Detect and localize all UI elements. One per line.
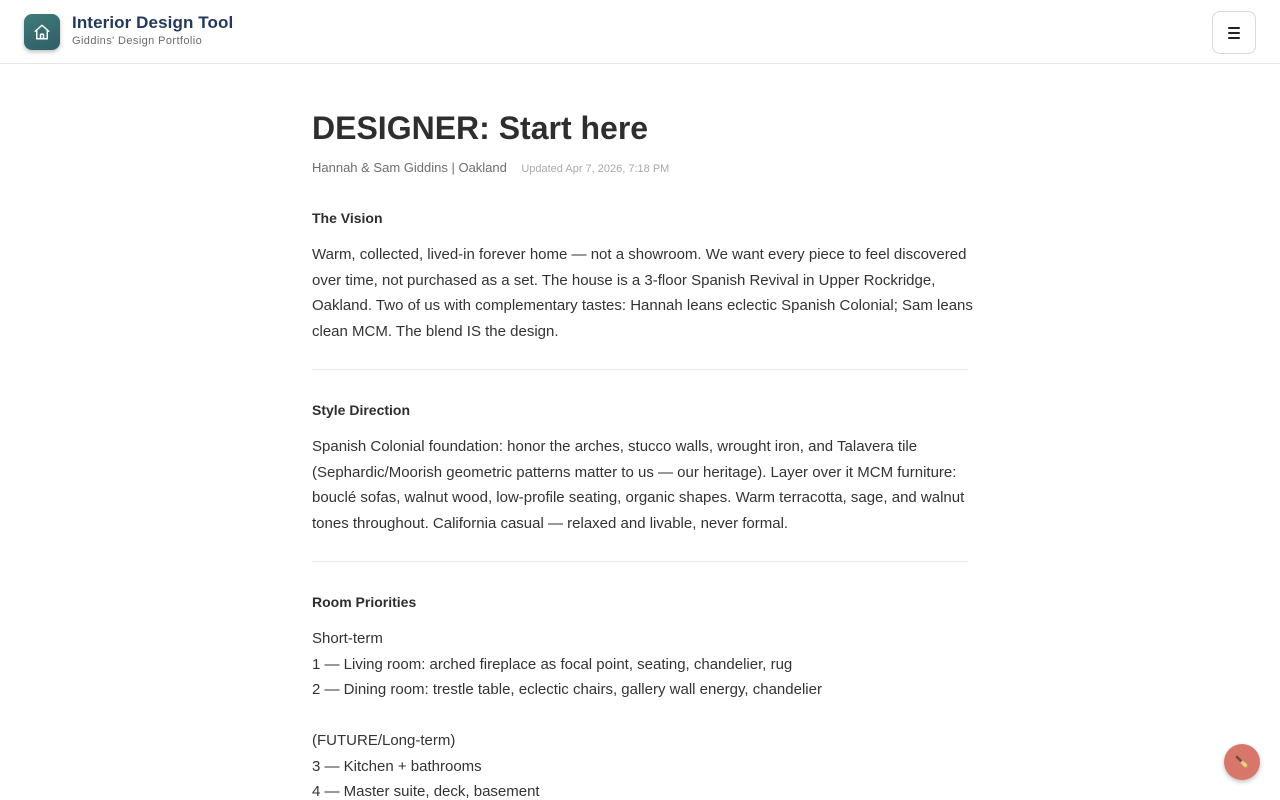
priority-group-label: Short-term	[312, 630, 383, 647]
section-heading: Style Direction	[312, 402, 411, 418]
section-room-priorities	[312, 593, 968, 800]
body-line: (Sephardic/Moorish geometric patterns matter to us — our heritage). Layer over it MCM furniture:	[312, 463, 957, 481]
section-body	[312, 626, 968, 800]
section-divider	[312, 369, 968, 370]
body-line: Warm, collected, lived-in forever home — not a showroom. We want every piece to feel discovered	[312, 246, 967, 263]
section-divider	[312, 561, 968, 562]
page-meta	[312, 159, 968, 177]
author-label: Hannah & Sam Giddins | Oakland	[312, 160, 507, 175]
body-line: tones throughout. California casual — relaxed and livable, never formal.	[312, 514, 789, 532]
document-content	[312, 108, 973, 800]
blank-line	[312, 703, 968, 729]
body-line: over time, not purchased as a set. The house is a 3-floor Spanish Revival in Upper Rockridge,	[312, 271, 936, 289]
section-body	[312, 434, 968, 536]
priority-group-label: (FUTURE/Long-term)	[312, 732, 456, 749]
priority-item: 3 — Kitchen + bathrooms	[312, 757, 482, 775]
updated-timestamp: Updated Apr 7, 2026, 7:18 PM	[521, 163, 670, 175]
section-heading: The Vision	[312, 210, 383, 226]
body-line: Spanish Colonial foundation: honor the arches, stucco walls, wrought iron, and Talavera tile	[312, 438, 918, 455]
section-body	[312, 242, 973, 344]
design-assistant-button[interactable]	[1224, 744, 1260, 780]
body-line: Oakland. Two of us with complementary tastes: Hannah leans eclectic Spanish Colonial; Sam leans	[312, 297, 973, 314]
section-heading: Room Priorities	[312, 594, 417, 610]
paintbrush-icon	[1232, 752, 1252, 772]
body-line: bouclé sofas, walnut wood, low-profile seating, organic shapes. Warm terracotta, sage, and walnut	[312, 489, 965, 506]
hamburger-menu-icon	[1228, 27, 1240, 39]
section-vision	[312, 209, 973, 370]
section-style-direction	[312, 401, 968, 562]
app-subtitle: Giddins' Design Portfolio	[72, 35, 203, 47]
priority-item: 4 — Master suite, deck, basement	[312, 783, 540, 800]
menu-button[interactable]	[1212, 11, 1256, 54]
app-logo[interactable]	[24, 14, 60, 50]
home-icon	[33, 23, 51, 41]
top-bar	[0, 0, 1280, 64]
priority-item: 2 — Dining room: trestle table, eclectic chairs, gallery wall energy, chandelier	[312, 681, 822, 698]
app-title: Interior Design Tool	[72, 13, 234, 32]
body-line: clean MCM. The blend IS the design.	[312, 322, 559, 340]
page-title: DESIGNER: Start here	[312, 110, 649, 146]
priority-item: 1 — Living room: arched fireplace as focal point, seating, chandelier, rug	[312, 655, 793, 673]
